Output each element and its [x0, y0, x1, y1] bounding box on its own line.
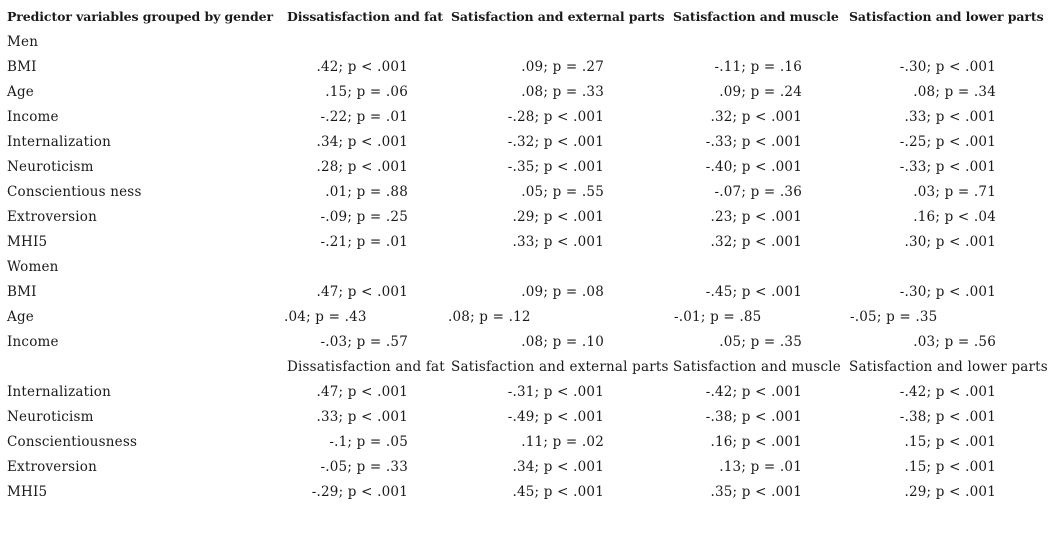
- predictor-table: [0, 4, 1050, 504]
- row-label: Age: [7, 83, 34, 100]
- cell-value: -.42; p < .001: [899, 383, 996, 400]
- cell-value: -.01; p = .85: [674, 308, 762, 325]
- group-label-women: Women: [7, 258, 59, 275]
- cell-value: .47; p < .001: [316, 283, 408, 300]
- cell-value: .15; p < .001: [904, 458, 996, 475]
- cell-value: .05; p = .55: [521, 183, 604, 200]
- repeat-header-satisfaction-external: Satisfaction and external parts: [451, 358, 669, 375]
- table-row: [0, 104, 1050, 129]
- cell-value: .08; p = .34: [913, 83, 996, 100]
- cell-value: .23; p < .001: [710, 208, 802, 225]
- header-satisfaction-external: Satisfaction and external parts: [451, 9, 665, 24]
- cell-value: .32; p < .001: [710, 233, 802, 250]
- table-row: [0, 129, 1050, 154]
- cell-value: -.1; p = .05: [329, 433, 408, 450]
- row-label: BMI: [7, 283, 37, 300]
- table-row: [0, 229, 1050, 254]
- cell-value: -.30; p < .001: [899, 58, 996, 75]
- row-label: Extroversion: [7, 208, 98, 225]
- table-row: [0, 304, 1050, 329]
- row-label: Extroversion: [7, 458, 98, 475]
- cell-value: -.22; p = .01: [320, 108, 408, 125]
- cell-value: -.40; p < .001: [705, 158, 802, 175]
- cell-value: -.32; p < .001: [507, 133, 604, 150]
- repeat-header-row: [0, 354, 1050, 379]
- cell-value: .33; p < .001: [904, 108, 996, 125]
- cell-value: .08; p = .12: [448, 308, 531, 325]
- cell-value: .05; p = .35: [719, 333, 802, 350]
- cell-value: -.28; p < .001: [507, 108, 604, 125]
- cell-value: .33; p < .001: [316, 408, 408, 425]
- cell-value: .08; p = .33: [521, 83, 604, 100]
- cell-value: .42; p < .001: [316, 58, 408, 75]
- row-label: Conscientiousness: [7, 433, 138, 450]
- cell-value: .34; p < .001: [316, 133, 408, 150]
- row-label: Income: [7, 108, 59, 125]
- header-dissatisfaction-fat: Dissatisfaction and fat: [287, 9, 443, 24]
- cell-value: .15; p < .001: [904, 433, 996, 450]
- cell-value: -.38; p < .001: [899, 408, 996, 425]
- cell-value: .30; p < .001: [904, 233, 996, 250]
- row-label: Neuroticism: [7, 408, 94, 425]
- cell-value: .45; p < .001: [512, 483, 604, 500]
- cell-value: -.38; p < .001: [705, 408, 802, 425]
- table-row: [0, 429, 1050, 454]
- cell-value: -.05; p = .35: [850, 308, 938, 325]
- cell-value: -.33; p < .001: [899, 158, 996, 175]
- cell-value: .33; p < .001: [512, 233, 604, 250]
- cell-value: .13; p = .01: [719, 458, 802, 475]
- cell-value: -.31; p < .001: [507, 383, 604, 400]
- cell-value: -.42; p < .001: [705, 383, 802, 400]
- table-row: [0, 454, 1050, 479]
- table-row: [0, 379, 1050, 404]
- cell-value: .28; p < .001: [316, 158, 408, 175]
- cell-value: -.49; p < .001: [507, 408, 604, 425]
- cell-value: .29; p < .001: [904, 483, 996, 500]
- cell-value: .15; p = .06: [325, 83, 408, 100]
- cell-value: .09; p = .24: [719, 83, 802, 100]
- cell-value: .03; p = .56: [913, 333, 996, 350]
- cell-value: -.07; p = .36: [714, 183, 802, 200]
- repeat-header-satisfaction-lower: Satisfaction and lower parts: [849, 358, 1048, 375]
- cell-value: .34; p < .001: [512, 458, 604, 475]
- table-row: [0, 279, 1050, 304]
- cell-value: .01; p = .88: [325, 183, 408, 200]
- cell-value: -.09; p = .25: [320, 208, 408, 225]
- group-row-men: [0, 29, 1050, 54]
- row-label: Internalization: [7, 383, 111, 400]
- cell-value: .47; p < .001: [316, 383, 408, 400]
- cell-value: -.45; p < .001: [705, 283, 802, 300]
- cell-value: -.29; p < .001: [311, 483, 408, 500]
- cell-value: -.33; p < .001: [705, 133, 802, 150]
- row-label: Conscientious ness: [7, 183, 142, 200]
- header-predictor-variables: Predictor variables grouped by gender: [7, 9, 273, 24]
- cell-value: .11; p = .02: [521, 433, 604, 450]
- cell-value: -.03; p = .57: [320, 333, 408, 350]
- table-row: [0, 404, 1050, 429]
- cell-value: -.21; p = .01: [320, 233, 408, 250]
- row-label: Internalization: [7, 133, 111, 150]
- table-row: [0, 154, 1050, 179]
- cell-value: .03; p = .71: [913, 183, 996, 200]
- cell-value: .09; p = .08: [521, 283, 604, 300]
- cell-value: .16; p < .04: [913, 208, 996, 225]
- cell-value: -.05; p = .33: [320, 458, 408, 475]
- repeat-header-dissatisfaction-fat: Dissatisfaction and fat: [287, 358, 445, 375]
- row-label: BMI: [7, 58, 37, 75]
- cell-value: -.35; p < .001: [507, 158, 604, 175]
- header-satisfaction-muscle: Satisfaction and muscle: [673, 9, 839, 24]
- table-row: [0, 179, 1050, 204]
- row-label: MHI5: [7, 483, 48, 500]
- table-row: [0, 54, 1050, 79]
- row-label: Neuroticism: [7, 158, 94, 175]
- cell-value: .04; p = .43: [284, 308, 367, 325]
- row-label: MHI5: [7, 233, 48, 250]
- row-label: Income: [7, 333, 59, 350]
- table-row: [0, 479, 1050, 504]
- table-row: [0, 329, 1050, 354]
- repeat-header-satisfaction-muscle: Satisfaction and muscle: [673, 358, 841, 375]
- cell-value: .09; p = .27: [521, 58, 604, 75]
- cell-value: .08; p = .10: [521, 333, 604, 350]
- group-label-men: Men: [7, 33, 39, 50]
- cell-value: -.25; p < .001: [899, 133, 996, 150]
- cell-value: -.11; p = .16: [714, 58, 802, 75]
- cell-value: .35; p < .001: [710, 483, 802, 500]
- header-satisfaction-lower: Satisfaction and lower parts: [849, 9, 1044, 24]
- cell-value: .16; p < .001: [710, 433, 802, 450]
- cell-value: .29; p < .001: [512, 208, 604, 225]
- group-row-women: [0, 254, 1050, 279]
- cell-value: -.30; p < .001: [899, 283, 996, 300]
- table-row: [0, 204, 1050, 229]
- row-label: Age: [7, 308, 34, 325]
- cell-value: .32; p < .001: [710, 108, 802, 125]
- table-row: [0, 79, 1050, 104]
- header-row: [0, 4, 1050, 29]
